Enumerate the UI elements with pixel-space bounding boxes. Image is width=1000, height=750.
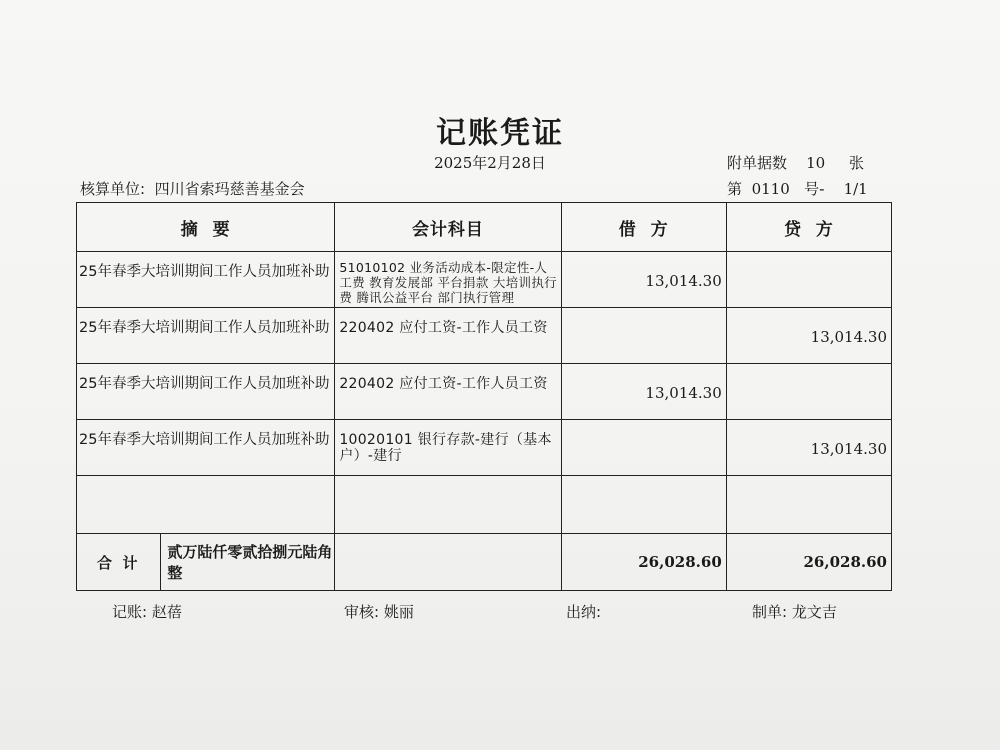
attachments-count: 10 <box>806 154 826 172</box>
debit-cell <box>561 476 726 534</box>
table-row-empty <box>77 476 892 534</box>
preparer-name: 龙文吉 <box>791 603 837 621</box>
table-row <box>77 364 892 420</box>
voucher-no-suffix: 号- <box>804 180 825 198</box>
reviewer-label: 审核: <box>344 603 380 621</box>
debit-amount <box>562 420 726 440</box>
credit-cell <box>726 364 891 420</box>
summary-cell <box>77 364 335 420</box>
credit-amount <box>727 364 891 384</box>
reviewer-signature <box>344 601 414 622</box>
header-credit: 贷 方 <box>726 203 891 252</box>
credit-amount: 13,014.30 <box>810 440 887 458</box>
accounting-unit <box>80 178 305 199</box>
header-account: 会计科目 <box>335 203 561 252</box>
reviewer-name: 姚丽 <box>383 603 414 621</box>
summary-cell <box>77 476 335 534</box>
credit-cell <box>726 420 891 476</box>
voucher-page-count: 1/1 <box>843 180 868 198</box>
debit-cell <box>561 308 726 364</box>
voucher-title: 记账凭证 <box>436 116 564 151</box>
summary-cell <box>77 308 335 364</box>
account-cell <box>335 364 561 420</box>
total-label-cell <box>77 534 335 591</box>
total-credit-cell <box>726 534 891 591</box>
total-debit-cell <box>561 534 726 591</box>
voucher-no-value: 0110 <box>751 180 790 198</box>
voucher-table <box>76 202 892 591</box>
table-row <box>77 420 892 476</box>
header-summary: 摘 要 <box>77 203 335 252</box>
account-cell <box>335 476 561 534</box>
table-row <box>77 308 892 364</box>
credit-cell <box>726 476 891 534</box>
header-debit: 借 方 <box>561 203 726 252</box>
unit-name: 四川省索玛慈善基金会 <box>154 180 305 198</box>
total-row <box>77 534 892 591</box>
total-amount-words: 贰万陆仟零贰拾捌元陆角整 <box>167 543 333 582</box>
summary-text: 25年春季大培训期间工作人员加班补助 <box>79 376 330 392</box>
credit-amount <box>727 252 891 272</box>
unit-label: 核算单位: <box>80 180 146 198</box>
cashier-label: 出纳: <box>566 603 602 621</box>
account-cell <box>335 308 561 364</box>
voucher-no-prefix: 第 <box>727 180 743 198</box>
table-header-row <box>77 203 892 252</box>
summary-cell <box>77 420 335 476</box>
credit-cell <box>726 252 891 308</box>
attachments-info <box>727 152 864 173</box>
attachments-label: 附单据数 <box>727 154 788 172</box>
bookkeeper-label: 记账: <box>112 603 148 621</box>
total-debit: 26,028.60 <box>638 553 722 571</box>
preparer-label: 制单: <box>752 603 788 621</box>
account-text: 10020101 银行存款-建行（基本户）-建行 <box>339 432 552 464</box>
debit-cell <box>561 252 726 308</box>
account-text: 51010102 业务活动成本-限定性-人工费 教育发展部 平台捐款 大培训执行费 腾讯公益平台 部门执行管理 <box>339 260 557 305</box>
bookkeeper-signature <box>112 601 182 622</box>
cashier-signature <box>566 601 606 622</box>
total-label: 合 计 <box>97 553 138 572</box>
summary-cell <box>77 252 335 308</box>
attachments-unit: 张 <box>849 154 865 172</box>
account-text: 220402 应付工资-工作人员工资 <box>339 376 548 392</box>
debit-amount: 13,014.30 <box>645 272 722 290</box>
account-cell <box>335 252 561 308</box>
debit-cell <box>561 420 726 476</box>
bookkeeper-name: 赵蓓 <box>151 603 182 621</box>
summary-text: 25年春季大培训期间工作人员加班补助 <box>79 432 330 448</box>
summary-text: 25年春季大培训期间工作人员加班补助 <box>79 264 330 280</box>
preparer-signature <box>752 601 837 622</box>
total-credit: 26,028.60 <box>803 553 887 571</box>
debit-amount <box>562 308 726 328</box>
voucher-date: 2025年2月28日 <box>434 154 546 172</box>
credit-cell <box>726 308 891 364</box>
debit-cell <box>561 364 726 420</box>
voucher-number <box>727 178 868 199</box>
table-row <box>77 252 892 308</box>
total-account-cell <box>335 534 561 591</box>
account-cell <box>335 420 561 476</box>
debit-amount: 13,014.30 <box>645 384 722 402</box>
credit-amount: 13,014.30 <box>810 328 887 346</box>
summary-text: 25年春季大培训期间工作人员加班补助 <box>79 320 330 336</box>
account-text: 220402 应付工资-工作人员工资 <box>339 320 548 336</box>
